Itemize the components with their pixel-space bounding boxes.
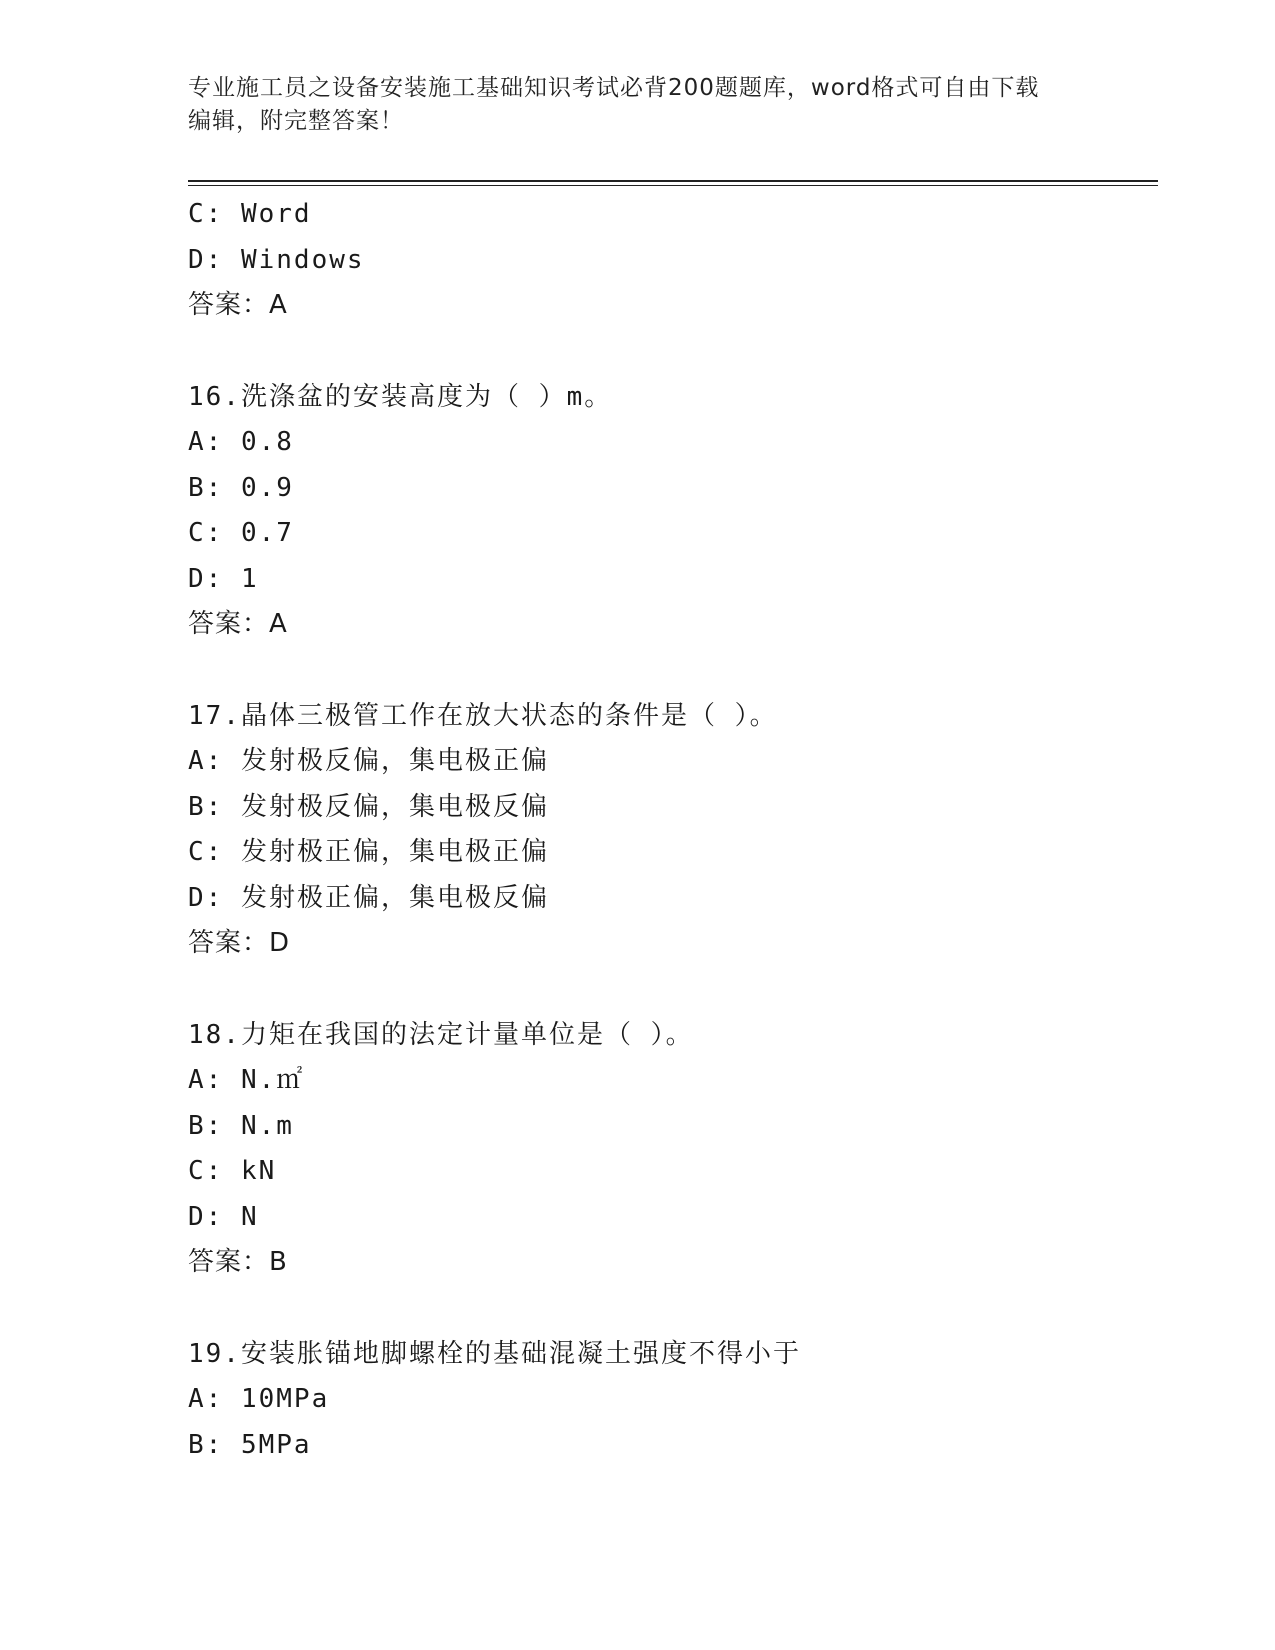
spacer: [188, 1286, 1158, 1332]
option-a: A: N.㎡: [188, 1065, 305, 1095]
question-16: [188, 375, 1158, 648]
option-d: D: 发射极正偏，集电极反偏: [188, 882, 549, 913]
spacer: [188, 648, 1158, 694]
question-text: 17.晶体三极管工作在放大状态的条件是（ ）。: [188, 700, 778, 731]
answer: 答案：B: [188, 1247, 288, 1277]
option-d: D: 1: [188, 563, 259, 594]
question-15: [188, 192, 1158, 329]
answer: 答案：A: [188, 609, 288, 639]
spacer: [188, 329, 1158, 375]
option-c: C: Word: [188, 199, 312, 229]
spacer: [188, 967, 1158, 1013]
option-a: A: 10MPa: [188, 1384, 330, 1414]
document-header: [188, 72, 1088, 138]
answer: 答案：D: [188, 928, 291, 958]
option-b: B: 0.9: [188, 472, 294, 503]
option-c: C: kN: [188, 1156, 277, 1186]
header-line-2: 编辑，附完整答案！: [188, 108, 404, 134]
option-a: A: 发射极反偏，集电极正偏: [188, 746, 549, 776]
question-text: 16.洗涤盆的安装高度为（ ）m。: [188, 381, 613, 412]
option-a: A: 0.8: [188, 427, 294, 457]
option-b: B: 5MPa: [188, 1429, 312, 1460]
option-d: D: N: [188, 1201, 259, 1232]
question-text: 19.安装胀锚地脚螺栓的基础混凝土强度不得小于: [188, 1338, 801, 1369]
question-text: 18.力矩在我国的法定计量单位是（ ）。: [188, 1019, 694, 1050]
question-17: [188, 694, 1158, 967]
option-c: C: 发射极正偏，集电极正偏: [188, 837, 549, 867]
question-18: [188, 1013, 1158, 1286]
option-d: D: Windows: [188, 244, 365, 275]
question-list: [188, 192, 1158, 1468]
header-divider-thin: [188, 185, 1158, 186]
header-line-1: 专业施工员之设备安装施工基础知识考试必背200题题库，word格式可自由下载: [188, 75, 1040, 101]
option-b: B: 发射极反偏，集电极反偏: [188, 791, 549, 822]
option-b: B: N.m: [188, 1110, 294, 1141]
question-19: [188, 1332, 1158, 1469]
option-c: C: 0.7: [188, 518, 294, 548]
header-divider-thick: [188, 180, 1158, 182]
answer: 答案：A: [188, 290, 288, 320]
